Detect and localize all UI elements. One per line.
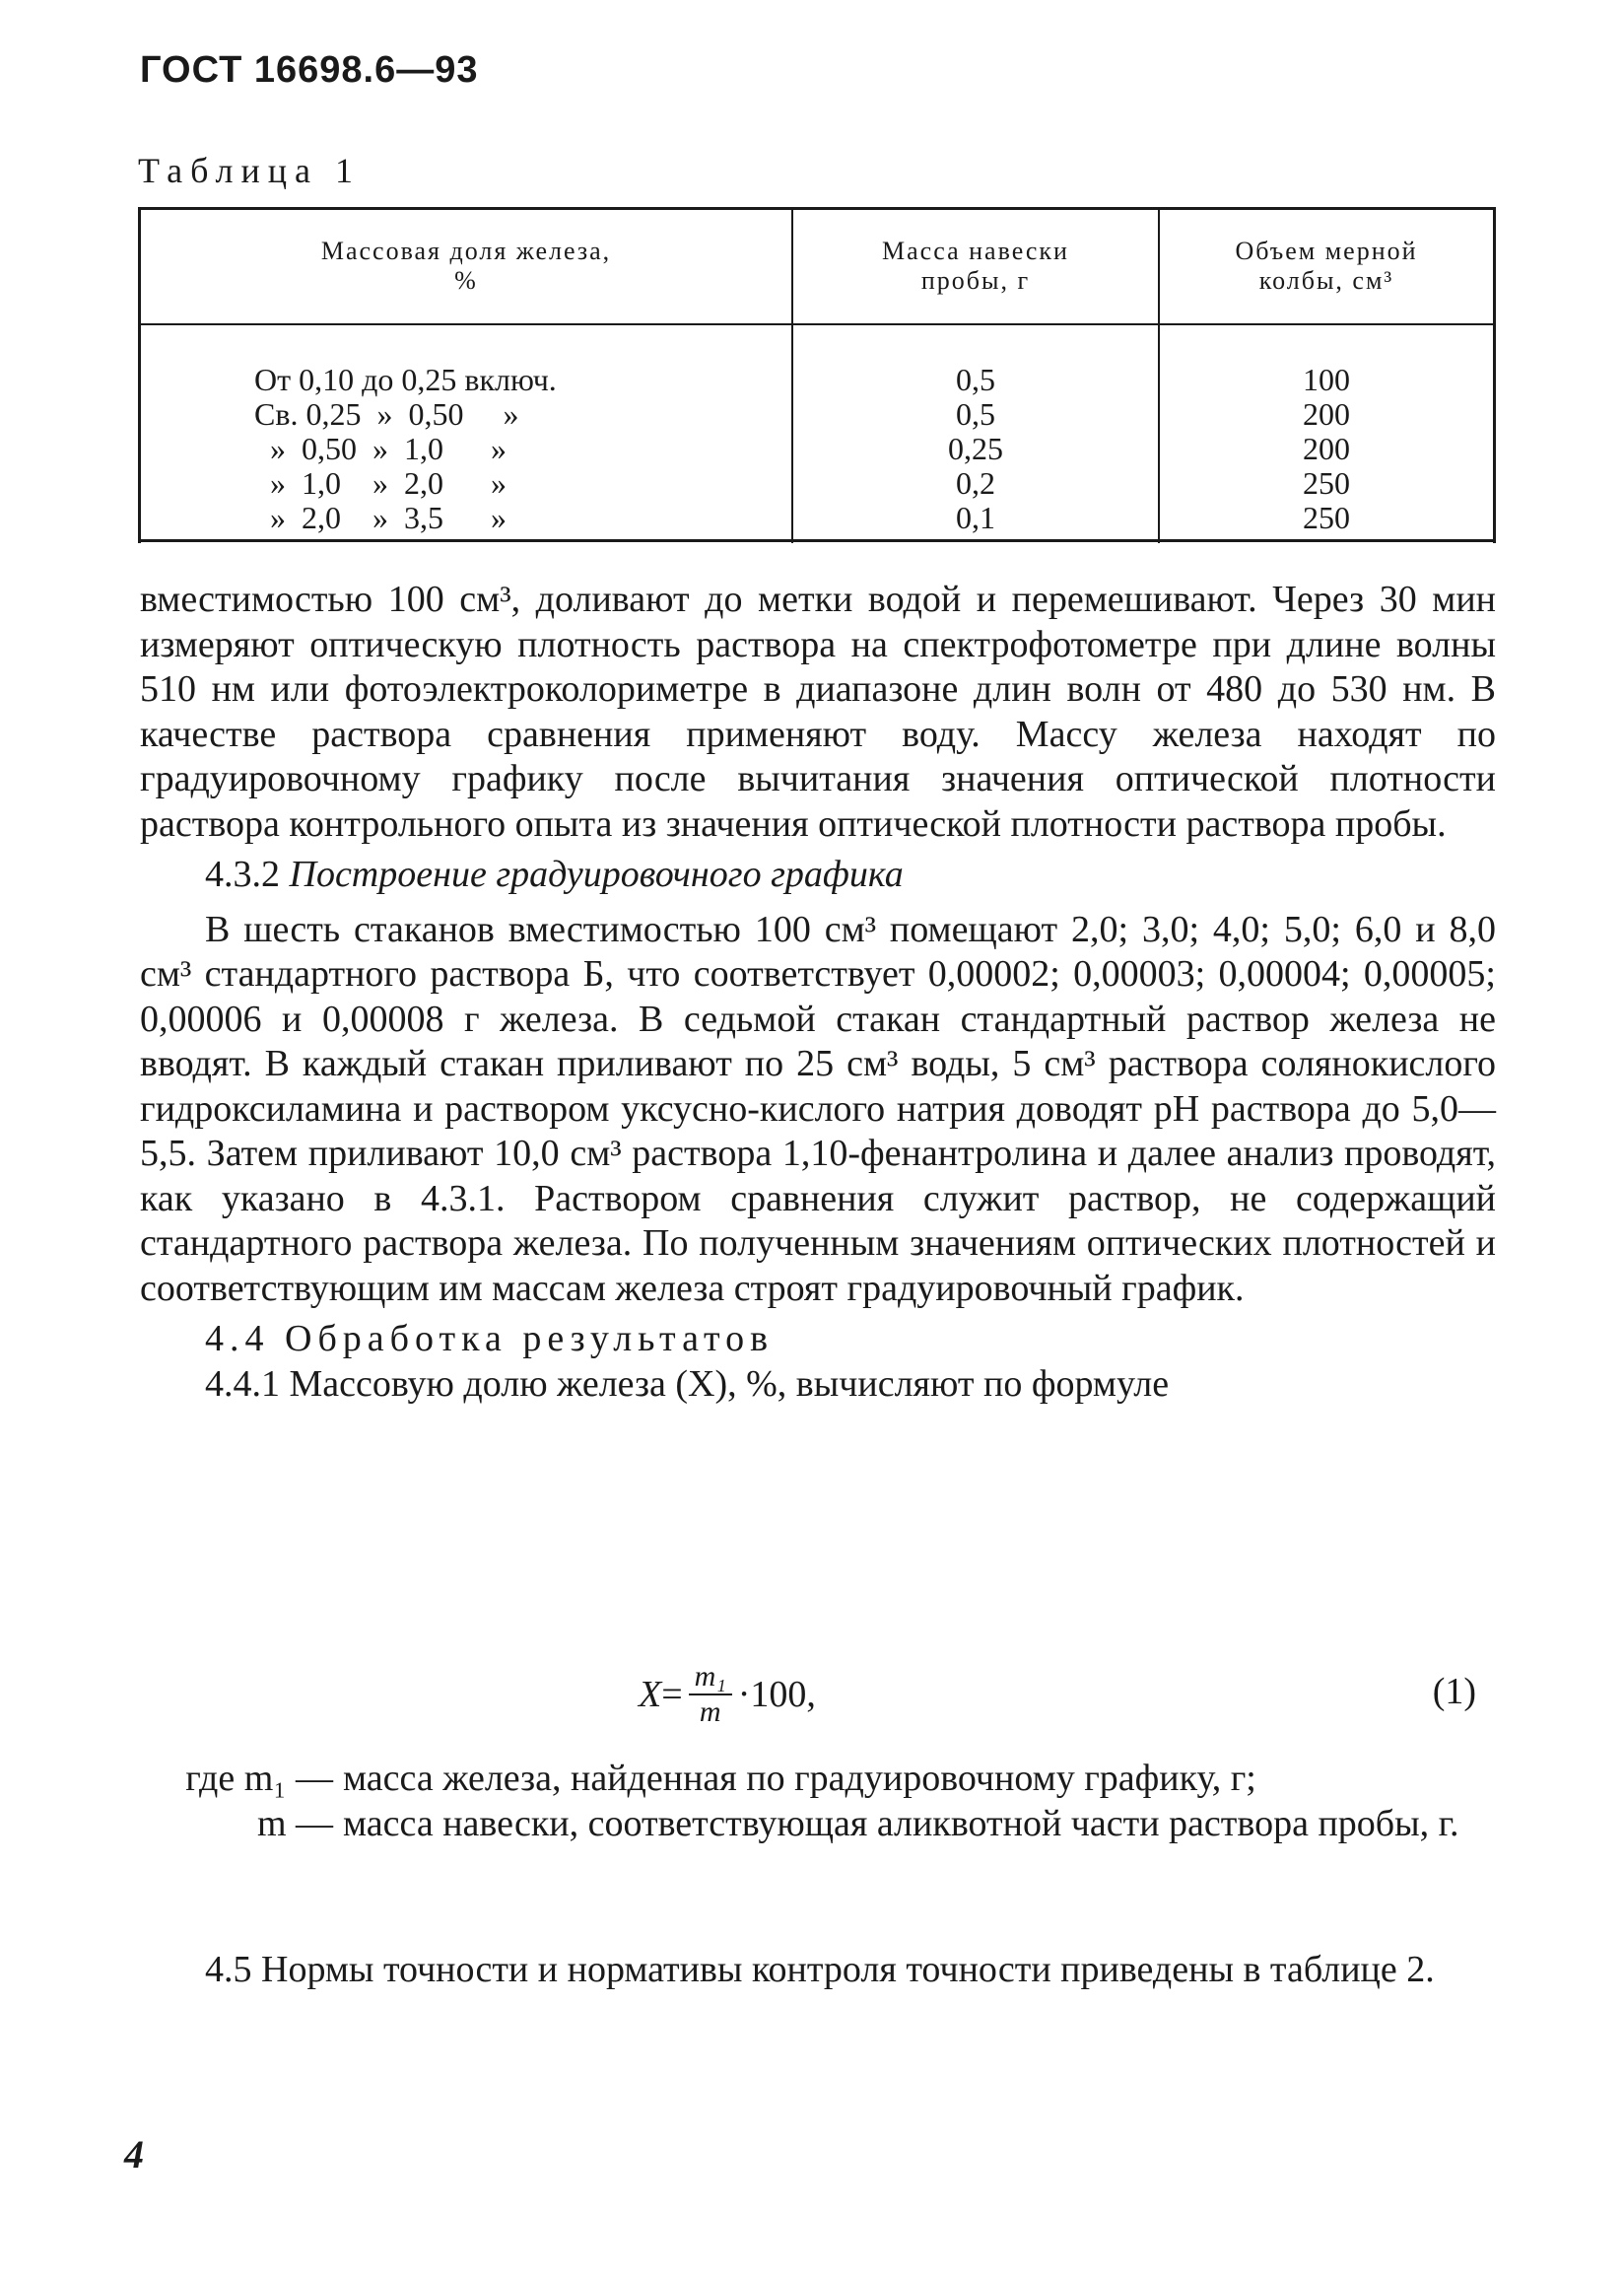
mass-cell: 0,2 xyxy=(792,466,1159,501)
table-header-row xyxy=(140,209,1495,324)
paragraph-4-4-1: 4.4.1 Массовую долю железа (X), %, вычисляют по формуле xyxy=(205,1362,1170,1405)
volume-cell: 250 xyxy=(1159,501,1495,543)
range-cell: От 0,10 до 0,25 включ. xyxy=(254,361,557,397)
section-heading-4-4: 4.4 Обработка результатов xyxy=(205,1318,775,1359)
formula-fraction xyxy=(689,1660,732,1729)
volume-cell: 100 xyxy=(1159,324,1495,397)
mass-cell: 0,25 xyxy=(792,432,1159,466)
formula-legend xyxy=(140,1757,1496,1846)
table-bottom-rule xyxy=(138,539,1496,542)
column-header-iron-fraction: Массовая доля железа, % xyxy=(140,209,793,324)
legend-term: m — xyxy=(256,1802,333,1844)
range-cell: » 2,0 » 3,5 » xyxy=(254,499,507,535)
table-row xyxy=(140,324,1495,397)
paragraph-4-5: 4.5 Нормы точности и нормативы контроля точности приведены в таблице 2. xyxy=(205,1949,1435,1990)
paragraph-calibration: В шесть стаканов вместимостью 100 см³ помещают 2,0; 3,0; 4,0; 5,0; 6,0 и 8,0 см³ стандартного раствора Б, что соответствует 0,00002; 0,00003; 0,00004; 0,00005; 0,00006 и 0,00008 г железа. В седьмой стакан стандартный раствор железа не вводят. В каждый стакан приливают по 25 см³ воды, 5 см³ раствора солянокислого гидроксиламина и раствором уксусно-кислого натрия доводят pH раствора до 5,0—5,5. Затем приливают 10,0 см³ раствора 1,10-фенантролина и далее анализ проводят, как указано в 4.3.1. Раствором сравнения служит раствор, не содержащий стандартного раствора железа. По полученным значениям оптических плотностей и соответствующим им массам железа строят градуировочный график. xyxy=(140,908,1496,1309)
legend-description: масса навески, соответствующая аликвотной части раствора пробы, г. xyxy=(343,1802,1459,1844)
equation-number: (1) xyxy=(1432,1671,1476,1712)
range-cell: » 1,0 » 2,0 » xyxy=(254,464,507,501)
standard-header: ГОСТ 16698.6—93 xyxy=(140,49,479,91)
column-header-sample-mass: Масса навески пробы, г xyxy=(792,209,1159,324)
mass-cell: 0,5 xyxy=(792,324,1159,397)
range-cell: Св. 0,25 » 0,50 » xyxy=(254,395,519,432)
volume-cell: 200 xyxy=(1159,397,1495,432)
table-row xyxy=(140,501,1495,543)
table-caption: Таблица 1 xyxy=(138,151,361,190)
formula xyxy=(639,1660,816,1729)
mass-cell: 0,1 xyxy=(792,501,1159,543)
range-cell: » 0,50 » 1,0 » xyxy=(254,430,507,466)
iron-fraction-table xyxy=(138,209,1496,543)
volume-cell: 250 xyxy=(1159,466,1495,501)
formula-lhs: X xyxy=(639,1674,662,1715)
paragraph-measurement: вместимостью 100 см³, доливают до метки водой и перемешивают. Через 30 мин измеряют оптическую плотность раствора на спектрофотометре при длине волны 510 нм или фотоэлектроколориметре в диапазоне длин волн от 480 до 530 нм. В качестве раствора сравнения применяют воду. Массу железа находят по градуировочному графику после вычитания значения оптической плотности раствора контрольного опыта из значения оптической плотности раствора пробы. xyxy=(140,579,1496,845)
main-text xyxy=(140,578,1496,1407)
legend-term: где m₁ — xyxy=(185,1758,333,1799)
table-row xyxy=(140,432,1495,466)
legend-item xyxy=(140,1802,1496,1847)
formula-equals: = xyxy=(661,1674,683,1715)
section-4-5 xyxy=(140,1948,1496,1993)
formula-block xyxy=(140,1660,1496,1739)
mass-cell: 0,5 xyxy=(792,397,1159,432)
page-number: 4 xyxy=(124,2132,144,2177)
legend-description: масса железа, найденная по градуировочному графику, г; xyxy=(343,1758,1256,1799)
volume-cell: 200 xyxy=(1159,432,1495,466)
formula-numerator: m₁ xyxy=(689,1660,732,1695)
formula-factor: ·100, xyxy=(737,1674,816,1715)
section-heading-4-3-2: 4.3.2 Построение градуировочного графика xyxy=(205,854,904,895)
legend-item xyxy=(140,1757,1496,1802)
table-row xyxy=(140,397,1495,432)
formula-denominator: m xyxy=(699,1695,721,1728)
column-header-flask-volume: Объем мерной колбы, см³ xyxy=(1159,209,1495,324)
table-row xyxy=(140,466,1495,501)
